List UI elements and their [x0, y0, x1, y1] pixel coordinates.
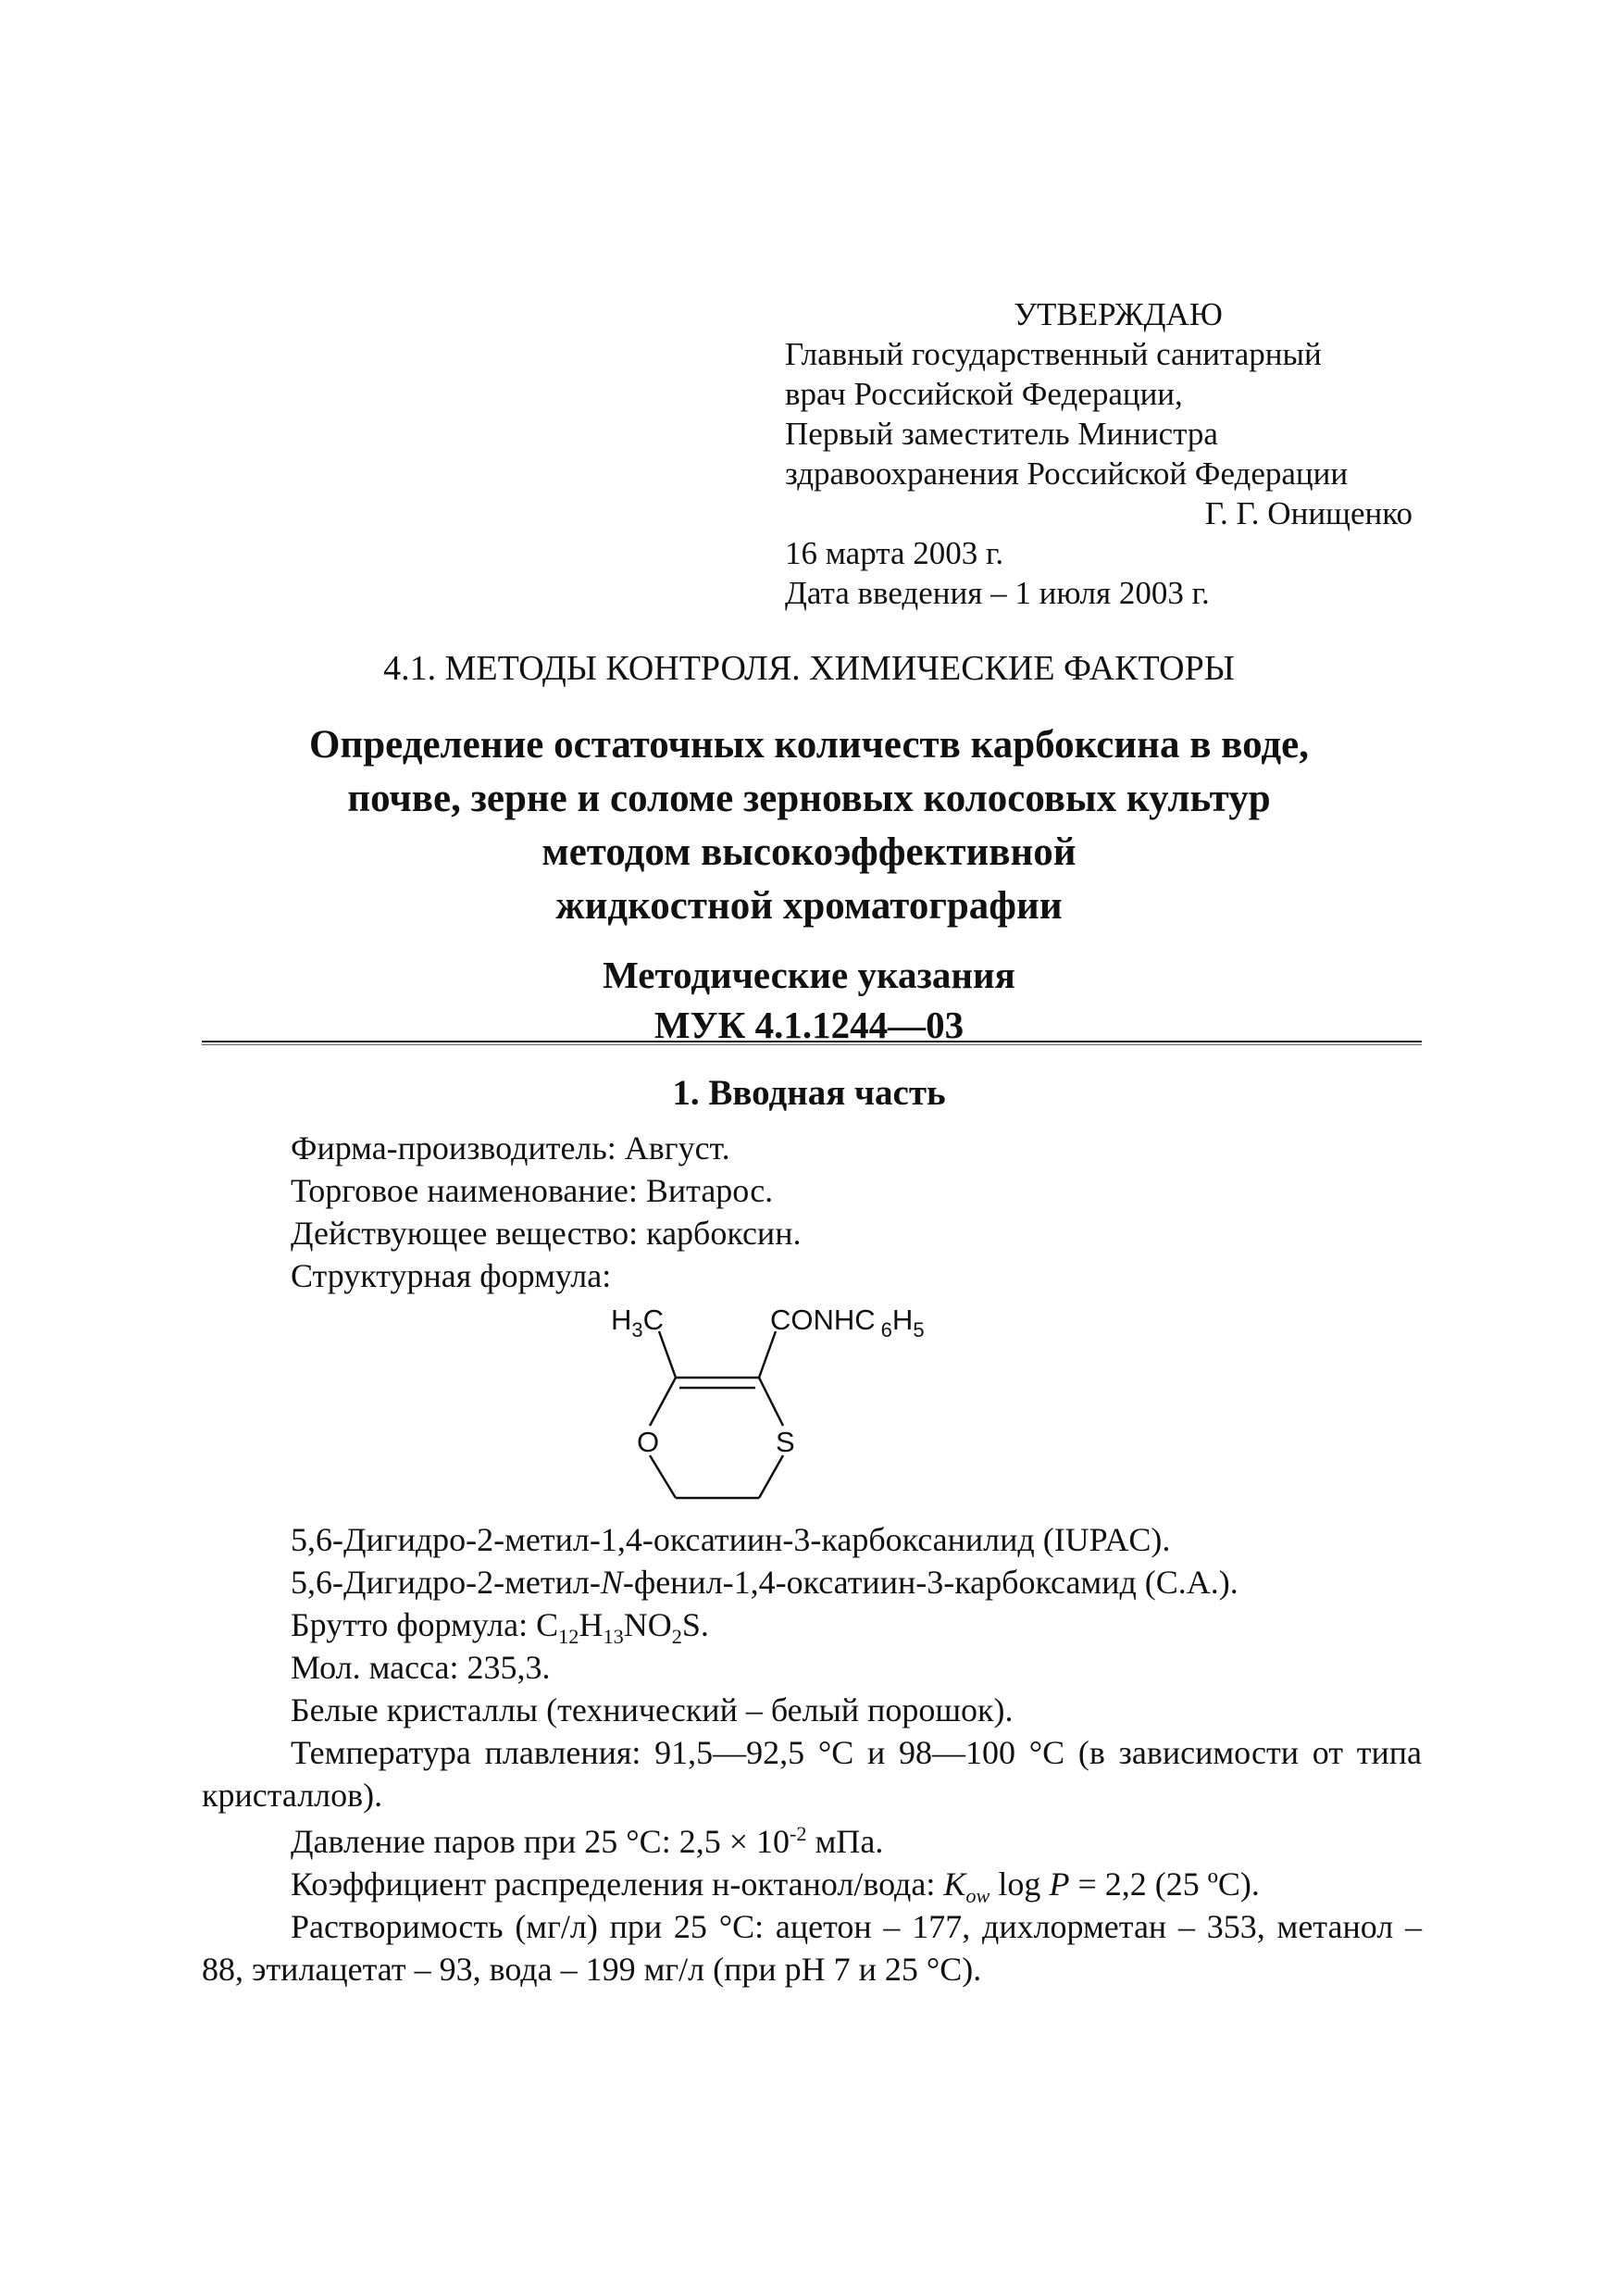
approval-signatory: Г. Г. Онищенко [1204, 495, 1413, 531]
ca-name-prefix: 5,6-Дигидро-2-метил- [291, 1564, 601, 1601]
methyl-group-label: $H_3C$ [611, 1304, 665, 1341]
vapor-pressure-unit: мПа. [806, 1823, 884, 1860]
approval-line-4: здравоохранения Российской Федерации [785, 455, 1349, 492]
properties-block [202, 1518, 1422, 1990]
iupac-name: 5,6-Дигидро-2-метил-1,4-оксатиин-3-карбоксанилид (IUPAC). [291, 1521, 1171, 1558]
ring-bond-o-ch2 [650, 1455, 676, 1498]
title-line-4: жидкостной хроматографии [555, 884, 1063, 928]
molar-mass: Мол. масса: 235,3. [291, 1649, 551, 1686]
document-category: 4.1. МЕТОДЫ КОНТРОЛЯ. ХИМИЧЕСКИЕ ФАКТОРЫ [383, 649, 1235, 688]
melting-point: Температура плавления: 91,5—92,5 °С и 98—100 °С (в зависимости от типа кристаллов). [202, 1734, 1422, 1814]
gross-formula [202, 1603, 1422, 1649]
sulfur-atom-label: S [776, 1426, 795, 1458]
partition-prefix: Коэффициент распределения н-октанол/вода: [291, 1866, 944, 1903]
ca-name-suffix: -фенил-1,4-оксатиин-3-карбоксамид (С.А.). [622, 1564, 1238, 1601]
approval-date: 16 марта 2003 г. [785, 535, 1004, 571]
subtitle-line-1: Методические указания [603, 954, 1015, 996]
intro-block [291, 1127, 1429, 1297]
approval-block [785, 294, 1414, 613]
partition-k-sub: ow [965, 1884, 990, 1908]
title-line-2: почве, зерне и соломе зерновых колосовых культур [347, 777, 1271, 820]
amide-group-label: CONHC $_6H_5$ [770, 1304, 925, 1341]
structural-formula-label: Структурная формула: [291, 1257, 612, 1294]
partition-log: log [989, 1866, 1050, 1903]
approval-line-3: Первый заместитель Министра [785, 416, 1218, 452]
gross-s: S. [681, 1606, 709, 1643]
partition-p: P [1049, 1866, 1070, 1903]
appearance: Белые кристаллы (технический – белый порошок). [291, 1691, 1014, 1728]
ring-bond-c-o [650, 1378, 676, 1426]
active-substance-line: Действующее вещество: карбоксин. [291, 1215, 802, 1252]
approval-line-1: Главный государственный санитарный [785, 336, 1322, 372]
partition-k: K [943, 1866, 966, 1903]
methyl-bond [659, 1331, 676, 1378]
gross-o-count: 2 [671, 1625, 682, 1649]
solubility: Растворимость (мг/л) при 25 °С: ацетон – 177, дихлорметан – 353, метанол – 88, этилацетат – 93, вода – 199 мг/л (при рН 7 и 25 °С). [202, 1908, 1422, 1988]
gross-h-count: 13 [603, 1625, 624, 1649]
vapor-pressure [202, 1820, 1422, 1863]
approval-line-2: врач Российской Федерации, [785, 376, 1183, 412]
vapor-pressure-prefix: Давление паров при 25 °С: 2,5 × 10 [291, 1823, 790, 1860]
ring-bonds [650, 1331, 783, 1498]
approval-heading: УТВЕРЖДАЮ [1014, 296, 1223, 332]
amide-bond [759, 1331, 776, 1378]
title-line-3: методом высокоэффективной [541, 830, 1077, 874]
gross-formula-label: Брутто формула: C [291, 1606, 559, 1643]
partition-coefficient [202, 1863, 1422, 1908]
title-line-1: Определение остаточных количеств карбоксина в воде, [309, 723, 1309, 767]
structural-formula-diagram [574, 1296, 1037, 1528]
ca-name-italic: N [600, 1564, 623, 1601]
ring-bond-c-s [759, 1378, 783, 1426]
ca-name [202, 1561, 1422, 1603]
subtitle-line-2: МУК 4.1.1244—03 [653, 1004, 965, 1046]
vapor-pressure-exponent: -2 [790, 1822, 807, 1845]
section-heading: 1. Вводная часть [672, 1073, 946, 1113]
gross-h: H [579, 1606, 604, 1643]
trade-name-line: Торговое наименование: Витарос. [291, 1172, 774, 1209]
document-subtitle [0, 950, 1618, 1050]
ring-bond-s-ch2 [759, 1455, 783, 1498]
gross-no: NO [623, 1606, 672, 1643]
oxygen-atom-label: O [637, 1426, 660, 1458]
effective-date: Дата введения – 1 июля 2003 г. [785, 575, 1210, 611]
title-divider [202, 1041, 1422, 1045]
document-title [0, 718, 1618, 933]
partition-value: = 2,2 (25 ºС). [1069, 1866, 1260, 1903]
manufacturer-line: Фирма-производитель: Август. [291, 1129, 730, 1167]
gross-c-count: 12 [558, 1625, 579, 1649]
